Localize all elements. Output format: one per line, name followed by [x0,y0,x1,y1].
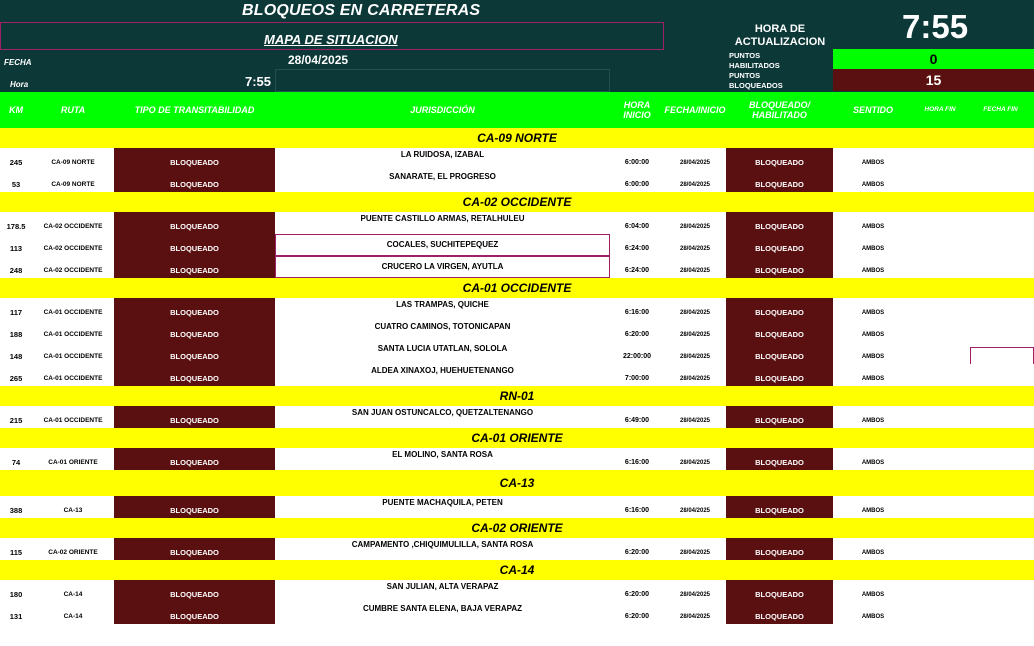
km-cell[interactable]: 215 [9,416,23,425]
km-cell[interactable]: 117 [9,308,23,317]
table-row[interactable] [0,298,1034,320]
puntos-habilitados-label [729,51,833,71]
tipo-cell[interactable]: BLOQUEADO [114,406,275,428]
table-row[interactable] [0,448,1034,470]
puntos-habilitados-count: 0 [833,49,1034,69]
table-row[interactable] [0,496,1034,518]
jurisdiccion-cell[interactable]: PUENTE MACHAQUILA, PETEN [382,498,503,507]
fecha-inicio-cell[interactable]: 28/04/2025 [679,614,711,620]
section-header [0,278,1034,298]
sentido-cell[interactable]: AMBOS [861,182,885,188]
section-title: CA-01 ORIENTE [471,431,563,445]
puntos-bloqueados-line2: BLOQUEADOS [729,81,783,90]
estado-cell[interactable]: BLOQUEADO [726,342,833,364]
fecha-inicio-cell[interactable]: 28/04/2025 [679,592,711,598]
fecha-inicio-cell[interactable]: 28/04/2025 [679,268,711,274]
jurisdiccion-cell[interactable]: PUENTE CASTILLO ARMAS, RETALHULEU [360,214,525,223]
col-hora-fin: HORA FIN [924,106,956,113]
km-cell[interactable]: 265 [9,374,23,383]
tipo-cell[interactable]: BLOQUEADO [114,256,275,278]
blockades-table [0,128,1034,624]
tipo-cell[interactable]: BLOQUEADO [114,602,275,624]
sentido-cell[interactable]: AMBOS [861,310,885,316]
section-title: CA-02 ORIENTE [471,521,563,535]
km-cell[interactable]: 388 [9,506,23,515]
ruta-cell[interactable]: CA-01 OCCIDENTE [43,375,103,382]
col-km: KM [9,105,23,115]
col-bloqueado-line1: BLOQUEADO/ [748,100,810,110]
km-cell[interactable]: 178.5 [6,222,26,231]
fecha-inicio-cell[interactable]: 28/04/2025 [679,508,711,514]
jurisdiccion-cell[interactable]: CAMPAMENTO ,CHIQUIMULILLA, SANTA ROSA [351,540,534,549]
hora-inicio-cell[interactable]: 22:00:00 [622,353,652,360]
puntos-bloqueados-line1: PUNTOS [729,71,761,80]
jurisdiccion-cell[interactable]: CUATRO CAMINOS, TOTONICAPAN [374,322,511,331]
km-cell[interactable]: 188 [9,330,23,339]
ruta-cell[interactable]: CA-02 ORIENTE [48,549,98,556]
hora-inicio-cell[interactable]: 6:20:00 [624,549,650,556]
hora-label: Hora [10,80,29,89]
section-header [0,428,1034,448]
actualizacion-label [728,23,832,49]
table-row[interactable] [0,256,1034,278]
section-title: CA-01 OCCIDENTE [462,281,572,295]
report-title: BLOQUEOS EN CARRETERAS [242,2,481,19]
hora-inicio-cell[interactable]: 6:16:00 [624,507,650,514]
col-ruta: RUTA [60,105,86,115]
report-header [0,0,1034,92]
ruta-cell[interactable]: CA-14 [63,613,83,620]
jurisdiccion-cell[interactable]: SAN JUAN OSTUNCALCO, QUETZALTENANGO [351,408,534,417]
hora-inicio-cell[interactable]: 7:00:00 [624,375,650,382]
km-cell[interactable]: 74 [11,458,21,467]
hora-inicio-cell[interactable]: 6:20:00 [624,613,650,620]
km-cell[interactable]: 53 [11,180,21,189]
hora-cell-border[interactable] [275,69,610,92]
hora-inicio-cell[interactable]: 6:24:00 [624,267,650,274]
estado-cell[interactable]: BLOQUEADO [726,320,833,342]
sentido-cell[interactable]: AMBOS [861,268,885,274]
jurisdiccion-cell[interactable]: SANTA LUCIA UTATLAN, SOLOLA [377,344,508,353]
hora-inicio-cell[interactable]: 6:20:00 [624,331,650,338]
puntos-habilitados-line1: PUNTOS [729,51,761,60]
ruta-cell[interactable]: CA-01 ORIENTE [48,459,98,466]
km-cell[interactable]: 113 [9,244,23,253]
table-row[interactable] [0,602,1034,624]
actualizacion-label-line2: ACTUALIZACION [734,36,826,48]
col-fecha-inicio: FECHA/INICIO [664,105,726,115]
hora-inicio-cell[interactable]: 6:04:00 [624,223,650,230]
estado-cell[interactable]: BLOQUEADO [726,148,833,170]
km-cell[interactable]: 180 [9,590,23,599]
jurisdiccion-cell[interactable]: CUMBRE SANTA ELENA, BAJA VERAPAZ [362,604,523,613]
tipo-cell[interactable]: BLOQUEADO [114,298,275,320]
col-bloqueado-habilitado [726,92,833,128]
col-fecha-fin: FECHA FIN [983,106,1018,113]
section-header [0,386,1034,406]
table-row[interactable] [0,538,1034,560]
section-header [0,470,1034,496]
hora-inicio-cell[interactable]: 6:16:00 [624,459,650,466]
section-header [0,518,1034,538]
estado-cell[interactable]: BLOQUEADO [726,298,833,320]
col-jurisdiccion: JURISDICCIÓN [410,105,475,115]
col-hora-inicio [610,92,664,128]
tipo-cell[interactable]: BLOQUEADO [114,342,275,364]
jurisdiccion-cell[interactable]: LA RUIDOSA, IZABAL [400,150,485,159]
table-row[interactable] [0,342,1034,364]
estado-cell[interactable]: BLOQUEADO [726,406,833,428]
puntos-bloqueados-count: 15 [833,69,1034,91]
sentido-cell[interactable]: AMBOS [861,614,885,620]
fecha-inicio-cell[interactable]: 28/04/2025 [679,460,711,466]
tipo-cell[interactable]: BLOQUEADO [114,148,275,170]
hora-value[interactable]: 7:55 [245,74,272,89]
sentido-cell[interactable]: AMBOS [861,246,885,252]
tipo-cell[interactable]: BLOQUEADO [114,170,275,192]
hora-inicio-cell[interactable]: 6:24:00 [624,245,650,252]
fecha-inicio-cell[interactable]: 28/04/2025 [679,376,711,382]
table-row[interactable] [0,170,1034,192]
fecha-inicio-cell[interactable]: 28/04/2025 [679,246,711,252]
estado-cell[interactable]: BLOQUEADO [726,448,833,470]
sentido-cell[interactable]: AMBOS [861,460,885,466]
ruta-cell[interactable]: CA-09 NORTE [51,181,95,188]
estado-cell[interactable]: BLOQUEADO [726,212,833,234]
estado-cell[interactable]: BLOQUEADO [726,602,833,624]
fecha-inicio-cell[interactable]: 28/04/2025 [679,160,711,166]
fecha-label: FECHA [4,58,32,67]
section-title: CA-14 [499,563,535,577]
tipo-cell[interactable]: BLOQUEADO [114,320,275,342]
jurisdiccion-cell[interactable]: CRUCERO LA VIRGEN, AYUTLA [275,256,610,278]
km-cell[interactable]: 245 [9,158,23,167]
tipo-cell[interactable]: BLOQUEADO [114,234,275,256]
hora-inicio-cell[interactable]: 6:16:00 [624,309,650,316]
col-sentido: SENTIDO [852,105,893,115]
fecha-inicio-cell[interactable]: 28/04/2025 [679,354,711,360]
km-cell[interactable]: 148 [9,352,23,361]
estado-cell[interactable]: BLOQUEADO [726,256,833,278]
section-header [0,192,1034,212]
col-tipo: TIPO DE TRANSITABILIDAD [134,105,255,115]
jurisdiccion-cell[interactable]: ALDEA XINAXOJ, HUEHUETENANGO [371,366,514,375]
sentido-cell[interactable]: AMBOS [861,592,885,598]
estado-cell[interactable]: BLOQUEADO [726,170,833,192]
estado-cell[interactable]: BLOQUEADO [726,496,833,518]
table-row[interactable] [0,406,1034,428]
col-bloqueado-line2: HABILITADO [752,110,807,120]
sentido-cell[interactable]: AMBOS [861,224,885,230]
tipo-cell[interactable]: BLOQUEADO [114,448,275,470]
table-row[interactable] [0,148,1034,170]
fecha-inicio-cell[interactable]: 28/04/2025 [679,182,711,188]
section-header [0,560,1034,580]
col-hora-inicio-line2: INICIO [623,110,651,120]
ruta-cell[interactable]: CA-02 OCCIDENTE [43,267,103,274]
hora-inicio-cell[interactable]: 6:49:00 [624,417,650,424]
section-title: CA-13 [499,476,535,490]
sentido-cell[interactable]: AMBOS [861,354,885,360]
ruta-cell[interactable]: CA-14 [63,591,83,598]
column-header-row [0,92,1034,128]
table-row[interactable] [0,320,1034,342]
table-row[interactable] [0,580,1034,602]
estado-cell[interactable]: BLOQUEADO [726,538,833,560]
section-title: RN-01 [499,389,535,403]
sentido-cell[interactable]: AMBOS [861,508,885,514]
hora-inicio-cell[interactable]: 6:00:00 [624,181,650,188]
tipo-cell[interactable]: BLOQUEADO [114,496,275,518]
table-row[interactable] [0,234,1034,256]
fecha-inicio-cell[interactable]: 28/04/2025 [679,332,711,338]
report-subtitle: MAPA DE SITUACION [264,32,398,47]
tipo-cell[interactable]: BLOQUEADO [114,212,275,234]
estado-cell[interactable]: BLOQUEADO [726,234,833,256]
jurisdiccion-cell[interactable]: LAS TRAMPAS, QUICHE [396,300,489,309]
ruta-cell[interactable]: CA-13 [63,507,83,514]
estado-cell[interactable]: BLOQUEADO [726,580,833,602]
ruta-cell[interactable]: CA-01 OCCIDENTE [43,417,103,424]
section-title: CA-02 OCCIDENTE [462,195,572,209]
sentido-cell[interactable]: AMBOS [861,160,885,166]
fecha-inicio-cell[interactable]: 28/04/2025 [679,550,711,556]
sentido-cell[interactable]: AMBOS [861,376,885,382]
fecha-inicio-cell[interactable]: 28/04/2025 [679,310,711,316]
tipo-cell[interactable]: BLOQUEADO [114,538,275,560]
tipo-cell[interactable]: BLOQUEADO [114,364,275,386]
jurisdiccion-cell[interactable]: SANARATE, EL PROGRESO [389,172,496,181]
km-cell[interactable]: 115 [9,548,23,557]
tipo-cell[interactable]: BLOQUEADO [114,580,275,602]
jurisdiccion-cell[interactable]: EL MOLINO, SANTA ROSA [392,450,493,459]
table-row[interactable] [0,364,1034,386]
actualizacion-label-line1: HORA DE [754,23,806,35]
table-row[interactable] [0,212,1034,234]
ruta-cell[interactable]: CA-09 NORTE [51,159,95,166]
section-title: CA-09 NORTE [477,131,557,145]
estado-cell[interactable]: BLOQUEADO [726,364,833,386]
fecha-value[interactable]: 28/04/2025 [288,53,349,67]
hora-inicio-cell[interactable]: 6:00:00 [624,159,650,166]
ruta-cell[interactable]: CA-01 OCCIDENTE [43,353,103,360]
sentido-cell[interactable]: AMBOS [861,550,885,556]
jurisdiccion-cell[interactable]: COCALES, SUCHITEPEQUEZ [275,234,610,256]
jurisdiccion-cell[interactable]: SAN JULIAN, ALTA VERAPAZ [386,582,499,591]
sentido-cell[interactable]: AMBOS [861,332,885,338]
fecha-inicio-cell[interactable]: 28/04/2025 [679,418,711,424]
ruta-cell[interactable]: CA-02 OCCIDENTE [43,223,103,230]
puntos-bloqueados-label [729,71,833,91]
km-cell[interactable]: 131 [9,612,23,621]
ruta-cell[interactable]: CA-01 OCCIDENTE [43,309,103,316]
actualizacion-time: 7:55 [902,8,969,45]
ruta-cell[interactable]: CA-01 OCCIDENTE [43,331,103,338]
puntos-habilitados-line2: HABILITADOS [729,61,780,70]
col-hora-inicio-line1: HORA [623,100,651,110]
hora-inicio-cell[interactable]: 6:20:00 [624,591,650,598]
ruta-cell[interactable]: CA-02 OCCIDENTE [43,245,103,252]
fecha-inicio-cell[interactable]: 28/04/2025 [679,224,711,230]
sentido-cell[interactable]: AMBOS [861,418,885,424]
section-header [0,128,1034,148]
km-cell[interactable]: 248 [9,266,23,275]
